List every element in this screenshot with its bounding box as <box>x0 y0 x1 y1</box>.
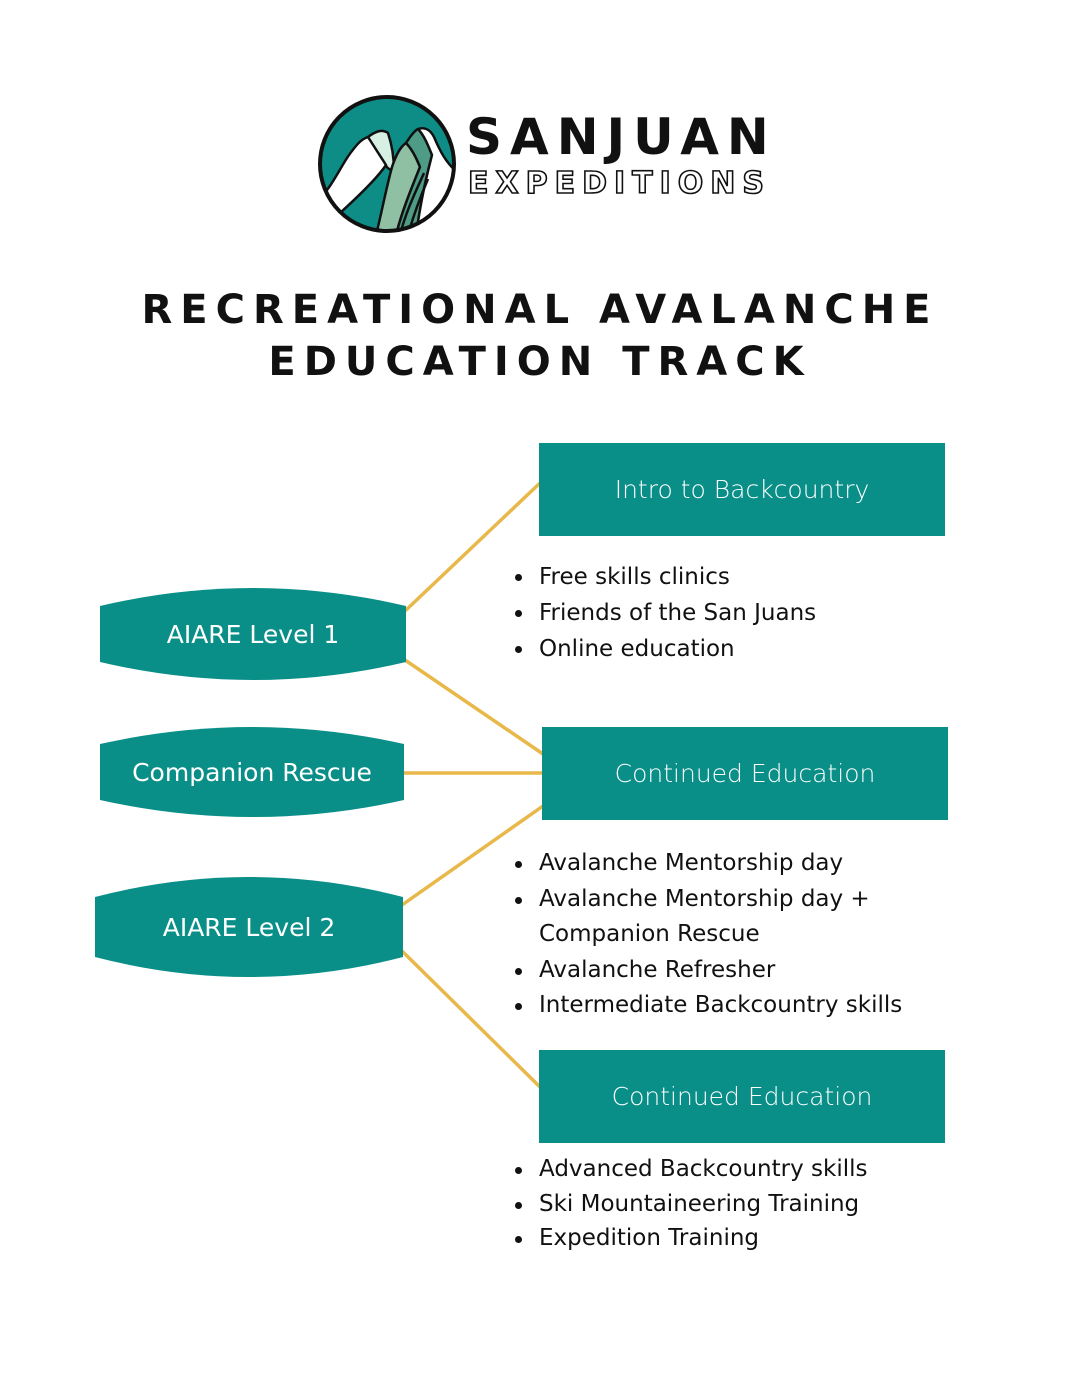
list-item: Advanced Backcountry skills <box>515 1152 867 1187</box>
track-box-continued-2 <box>539 1050 945 1143</box>
brand-tagline: EXPEDITIONS <box>468 166 772 201</box>
list-item <box>515 882 902 953</box>
intro-items-list <box>515 559 816 667</box>
list-item: Avalanche Mentorship day <box>515 846 902 882</box>
track-box-continued-1 <box>542 727 948 820</box>
course-aiare-level-2 <box>95 877 403 977</box>
track-label: Intro to Backcountry <box>614 475 870 504</box>
list-item: Expedition Training <box>515 1221 867 1256</box>
course-label: AIARE Level 1 <box>166 619 340 649</box>
brand-name: SANJUAN <box>466 108 777 166</box>
course-label: Companion Rescue <box>132 757 372 787</box>
page-title-line-1: RECREATIONAL AVALANCHE <box>141 287 939 333</box>
track-box-intro <box>539 443 945 536</box>
continued-items-list-2 <box>515 1152 867 1256</box>
list-item: Avalanche Refresher <box>515 953 902 989</box>
list-item: Online education <box>515 631 816 667</box>
page-title-line-2: EDUCATION TRACK <box>268 339 812 385</box>
course-companion-rescue <box>100 727 404 817</box>
list-item: Friends of the San Juans <box>515 595 816 631</box>
course-aiare-level-1 <box>100 588 406 680</box>
track-label: Continued Education <box>611 1082 873 1111</box>
list-item: Free skills clinics <box>515 559 816 595</box>
continued-items-list-1 <box>515 846 902 1024</box>
connector-level1-continued <box>405 660 543 754</box>
course-label: AIARE Level 2 <box>162 912 336 942</box>
list-item: Ski Mountaineering Training <box>515 1187 867 1222</box>
list-item-line: Companion Rescue <box>539 921 760 948</box>
list-item-line: Avalanche Mentorship day + <box>539 885 870 912</box>
list-item: Intermediate Backcountry skills <box>515 988 902 1024</box>
track-label: Continued Education <box>614 759 876 788</box>
